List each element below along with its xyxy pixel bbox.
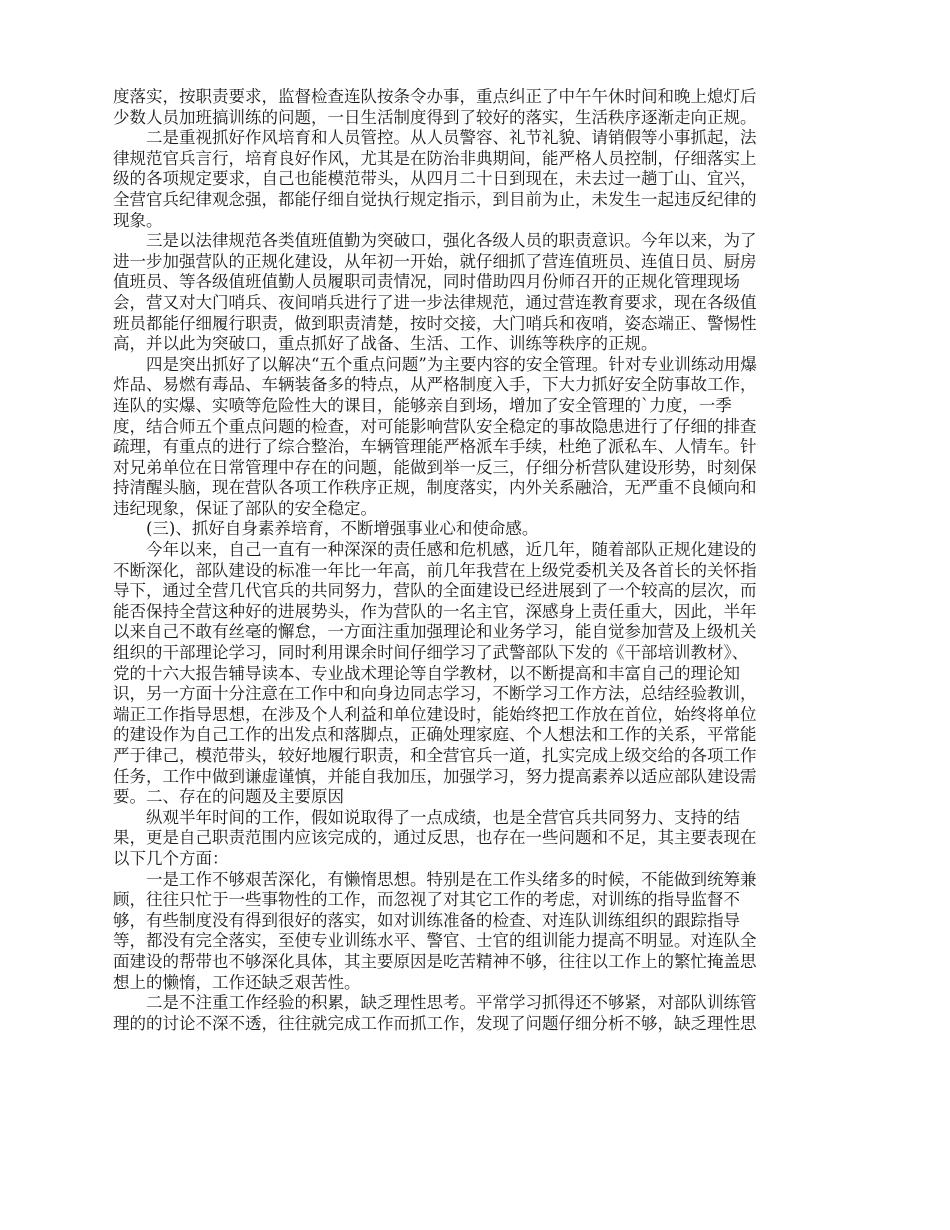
text-line: 少数人员加班搞训练的问题，一日生活制度得到了较好的落实，生活秩序逐渐走向正规。 (113, 107, 757, 127)
text-line: 班员都能仔细履行职责，做到职责清楚，按时交接，大门哨兵和夜哨，姿态端正、警惕性 (113, 313, 757, 333)
document-page (113, 87, 840, 1034)
text-line: 一是工作不够艰苦深化，有懒惰思想。特别是在工作头绪多的时候，不能做到统筹兼 (146, 869, 757, 889)
text-line: 严于律己，模范带头，较好地履行职责，和全营官兵一道，扎实完成上级交给的各项工作 (113, 746, 757, 765)
text-line: 要。二、存在的问题及主要原因 (113, 787, 344, 807)
text-line: 现象。 (113, 210, 163, 230)
text-line: 想上的懒惰，工作还缺乏艰苦性。 (113, 972, 361, 992)
text-line: 端正工作指导思想，在涉及个人利益和单位建设时，能始终把工作放在首位，始终将单位 (113, 704, 757, 724)
text-line: 识，另一方面十分注意在工作中和向身边同志学习，不断学习工作方法，总结经验教训， (113, 684, 757, 704)
text-line: 以来自己不敢有丝毫的懈怠，一方面注重加强理论和业务学习，能自觉参加营及上级机关 (113, 622, 757, 642)
text-line: 进一步加强营队的正规化建设，从年初一开始，就仔细抓了营连值班员、连值日员、厨房 (113, 251, 757, 271)
text-line: 二是不注重工作经验的积累，缺乏理性思考。平常学习抓得还不够紧，对部队训练管 (146, 993, 757, 1013)
text-line: 值班员、等各级值班值勤人员履职司责情况，同时借助四月份师召开的正规化管理现场 (113, 272, 740, 292)
text-line: 级的各项规定要求，自己也能模范带头，从四月二十日到现在，未去过一趟丁山、宜兴， (113, 169, 757, 189)
text-line: 今年以来，自己一直有一种深深的责任感和危机感，近几年，随着部队正规化建设的 (146, 540, 757, 560)
text-line: 组织的干部理论学习，同时利用课余时间仔细学习了武警部队下发的《干部培训教材》、 (113, 643, 749, 663)
text-line: 等，都没有完全落实，至使专业训练水平、警官、士官的组训能力提高不明显。对连队全 (113, 931, 757, 951)
text-line: 能否保持全营这种好的进展势头，作为营队的一名主官，深感身上责任重大，因此，半年 (113, 601, 757, 621)
text-line: 够，有些制度没有得到很好的落实，如对训练准备的检查、对连队训练组织的跟踪指导 (113, 910, 740, 930)
text-line: 纵观半年时间的工作，假如说取得了一点成绩，也是全营官兵共同努力、支持的结 (146, 807, 740, 827)
text-line: 持清醒头脑，现在营队各项工作秩序正规，制度落实，内外关系融洽，无严重不良倾向和 (113, 478, 757, 498)
text-line: 律规范官兵言行，培育良好作风，尤其是在防治非典期间，能严格人员控制，仔细落实上 (113, 148, 757, 168)
text-line: 会，营又对大门哨兵、夜间哨兵进行了进一步法律规范，通过营连教育要求，现在各级值 (113, 292, 757, 312)
text-line: 面建设的帮带也不够深化具体，其主要原因是吃苦精神不够，往往以工作上的繁忙掩盖思 (113, 951, 757, 971)
text-line: 全营官兵纪律观念强，都能仔细自觉执行规定指示，到目前为止，未发生一起违反纪律的 (113, 189, 757, 209)
text-line: 高，并以此为突破口，重点抓好了战备、生活、工作、训练等秩序的正规。 (113, 334, 658, 354)
text-line: 炸品、易燃有毒品、车辆装备多的特点，从严格制度入手，下大力抓好安全防事故工作， (113, 375, 757, 395)
text-line: 党的十六大报告辅导读本、专业战术理论等自学教材，以不断提高和丰富自己的理论知 (113, 663, 740, 683)
text-line: 顾，往往只忙于一些事物性的工作，而忽视了对其它工作的考虑，对训练的指导监督不 (113, 890, 740, 910)
text-line: 以下几个方面： (113, 848, 229, 868)
text-line: 连队的实爆、实喷等危险性大的课目，能够亲自到场，增加了安全管理的`力度，一季 (113, 395, 732, 415)
text-line: 度落实，按职责要求，监督检查连队按条令办事，重点纠正了中午午休时间和晚上熄灯后 (113, 87, 757, 106)
section-heading: (三)、抓好自身素养培育，不断增强事业心和使命感。 (146, 519, 539, 539)
text-line: 任务，工作中做到谦虚谨慎，并能自我加压，加强学习，努力提高素养以适应部队建设需 (113, 766, 757, 786)
text-line: 二是重视抓好作风培育和人员管控。从人员警容、礼节礼貌、请销假等小事抓起，法 (146, 128, 757, 148)
text-line: 违纪现象，保证了部队的安全稳定。 (113, 498, 377, 518)
text-line: 导下，通过全营几代官兵的共同努力，营队的全面建设已经进展到了一个较高的层次，而 (113, 581, 757, 601)
text-line: 不断深化，部队建设的标准一年比一年高，前几年我营在上级党委机关及各首长的关怀指 (113, 560, 757, 580)
text-line: 的建设作为自己工作的出发点和落脚点，正确处理家庭、个人想法和工作的关系，平常能 (113, 725, 757, 745)
text-line: 四是突出抓好了以解决“五个重点问题”为主要内容的安全管理。针对专业训练动用爆 (146, 354, 757, 374)
text-line: 对兄弟单位在日常管理中存在的问题，能做到举一反三，仔细分析营队建设形势，时刻保 (113, 457, 757, 477)
text-line: 理的的讨论不深不透，往往就完成工作而抓工作，发现了问题仔细分析不够，缺乏理性思 (113, 1013, 757, 1033)
text-line: 三是以法律规范各类值班值勤为突破口，强化各级人员的职责意识。今年以来，为了 (146, 231, 757, 251)
text-line: 疏理，有重点的进行了综合整治，车辆管理能严格派车手续，杜绝了派私车、人情车。针 (113, 437, 757, 457)
text-line: 果，更是自己职责范围内应该完成的，通过反思，也存在一些问题和不足，其主要表现在 (113, 828, 757, 848)
text-line: 度，结合师五个重点问题的检查，对可能影响营队安全稳定的事故隐患进行了仔细的排查 (113, 416, 757, 436)
